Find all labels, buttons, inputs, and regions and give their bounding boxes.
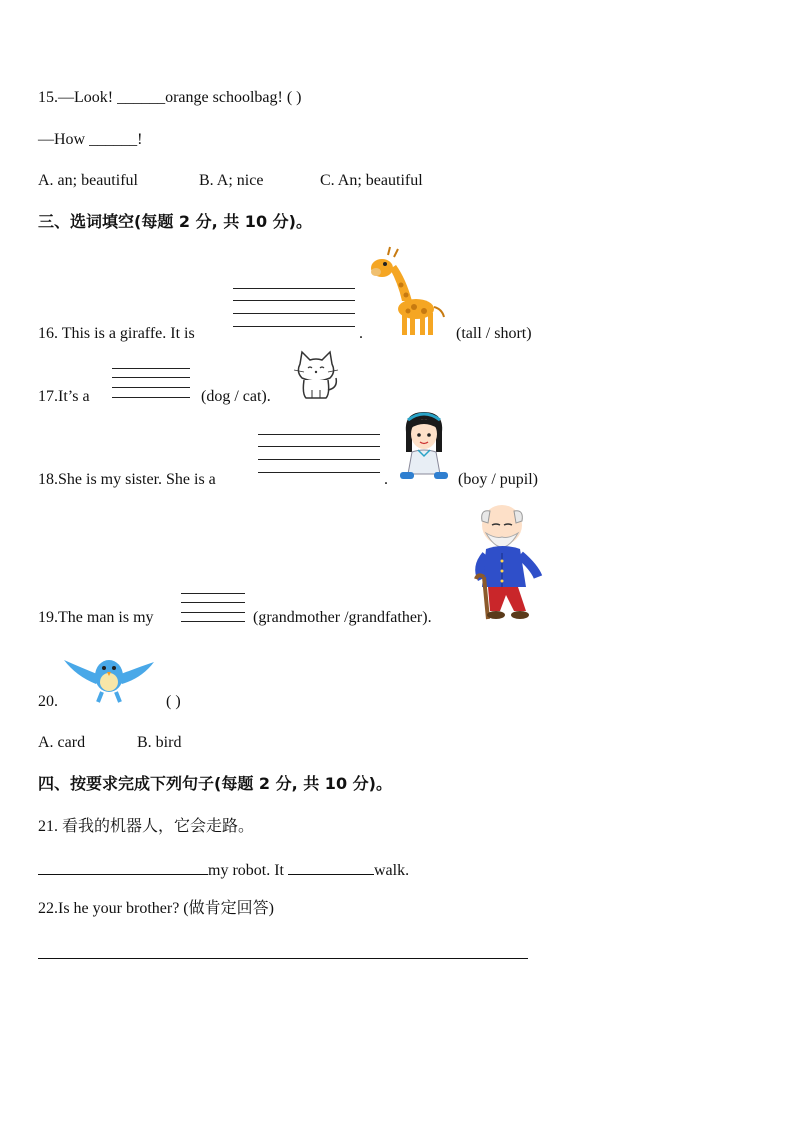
section-4-title: 四、按要求完成下列句子(每题 2 分, 共 10 分)。: [38, 774, 392, 793]
q19-prefix: 19.The man is my: [38, 609, 154, 626]
q15-option-c: C. An; beautiful: [320, 172, 423, 189]
q15-option-b: B. A; nice: [199, 172, 264, 189]
bird-image: [62, 646, 156, 704]
q18-choices: (boy / pupil): [458, 471, 538, 488]
q21-blank-1[interactable]: [38, 858, 208, 875]
q18-period: .: [384, 471, 388, 488]
giraffe-image: [368, 243, 446, 338]
q19-answer-lines[interactable]: [181, 593, 245, 623]
grandfather-image: [468, 503, 548, 623]
q16-prefix: 16. This is a giraffe. It is: [38, 325, 195, 342]
q18-answer-lines[interactable]: [258, 434, 380, 474]
q22-answer-line[interactable]: [38, 958, 528, 959]
q19-choices: (grandmother /grandfather).: [253, 609, 432, 626]
q21-prompt: 21. 看我的机器人，它会走路。: [38, 818, 255, 835]
q20-option-a: A. card: [38, 734, 86, 751]
q21-sentence: [38, 858, 409, 881]
section-3-title: 三、选词填空(每题 2 分, 共 10 分)。: [38, 212, 312, 231]
q22-prompt: 22.Is he your brother? (做肯定回答): [38, 900, 274, 917]
q17-answer-lines[interactable]: [112, 368, 190, 398]
q18-prefix: 18.She is my sister. She is a: [38, 471, 216, 488]
q20-option-b: B. bird: [137, 734, 182, 751]
q21-part1: my robot. It: [208, 862, 284, 879]
q15-option-a: A. an; beautiful: [38, 172, 138, 189]
q16-choices: (tall / short): [456, 325, 532, 342]
q21-blank-2[interactable]: [288, 858, 374, 875]
q16-period: .: [359, 325, 363, 342]
q20-paren: ( ): [166, 693, 181, 710]
q15-line1: 15.—Look! ______orange schoolbag! ( ): [38, 89, 302, 106]
q17-choices: (dog / cat).: [201, 388, 271, 405]
q16-answer-lines[interactable]: [233, 288, 355, 328]
q15-line2: —How ______!: [38, 131, 143, 148]
q21-part2: walk.: [374, 862, 410, 879]
girl-image: [396, 408, 452, 486]
cat-image: [292, 350, 340, 400]
q20-prefix: 20.: [38, 693, 58, 710]
q17-prefix: 17.It’s a: [38, 388, 90, 405]
